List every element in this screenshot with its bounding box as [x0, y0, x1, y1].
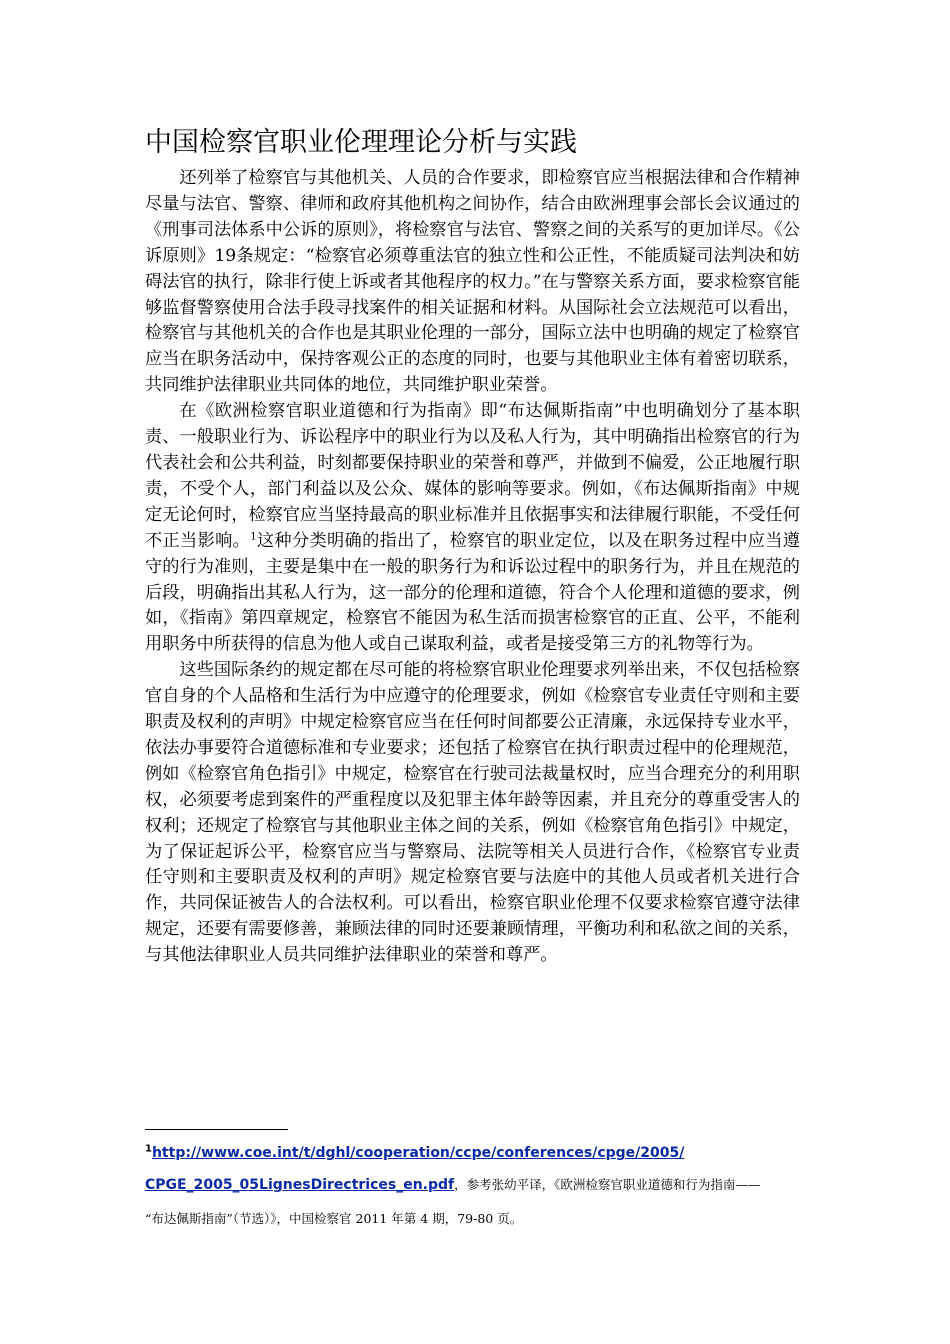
footnote-citation-text: ，参考张幼平译，《欧洲检察官职业道德和行为指南——	[454, 1177, 761, 1192]
footnote-link-part2[interactable]: CPGE_2005_05LignesDirectrices_en.pdf	[145, 1177, 455, 1193]
footnote-line-3: “布达佩斯指南”（节选）》，中国检察官 2011 年第 4 期，79-80 页。	[145, 1211, 523, 1226]
footnote-separator	[145, 1129, 288, 1130]
paragraph-text-continued: 这种分类明确的指出了，检察官的职业定位，以及在职务过程中应当遵守的行为准则，主要是集中在一般的职务行为和诉讼过程中的职务行为，并且在规范的后段，明确指出其私人行为，这一部分的伦理和道德，符合个人伦理和道德的要求，例如，《指南》第四章规定，检察官不能因为私生活而损害检察官的正直、公平，不能利用职务中所获得的信息为他人或自己谋取利益，或者是接受第三方的礼物等行为。	[145, 530, 800, 655]
paragraph-text: 这些国际条约的规定都在尽可能的将检察官职业伦理要求列举出来，不仅包括检察官自身的个人品格和生活行为中应遵守的伦理要求，例如《检察官专业责任守则和主要职责及权利的声明》中规定检察官应当在任何时间都要公正清廉，永远保持专业水平，依法办事要符合道德标准和专业要求；还包括了检察官在执行职责过程中的伦理规范，例如《检察官角色指引》中规定，检察官在行驶司法裁量权时，应当合理充分的利用职权，必须要考虑到案件的严重程度以及犯罪主体年龄等因素，并且充分的尊重受害人的权利；还规定了检察官与其他职业主体之间的关系，例如《检察官角色指引》中规定，为了保证起诉公平，检察官应当与警察局、法院等相关人员进行合作，《检察官专业责任守则和主要职责及权利的声明》规定检察官要与法庭中的其他人员或者机关进行合作，共同保证被告人的合法权利。可以看出，检察官职业伦理不仅要求检察官遵守法律规定，还要有需要修善，兼顾法律的同时还要兼顾情理，平衡功利和私欲之间的关系，与其他法律职业人员共同维护法律职业的荣誉和尊严。	[145, 660, 800, 966]
footnote-number: 1	[145, 1143, 152, 1155]
footnote-line-2	[145, 1174, 825, 1196]
paragraph-budapest-guidelines	[145, 399, 800, 658]
paragraph-international-treaties	[145, 658, 800, 969]
document-title: 中国检察官职业伦理理论分析与实践	[145, 127, 577, 158]
paragraph-text: 还列举了检察官与其他机关、人员的合作要求，即检察官应当根据法律和合作精神尽量与法官、警察、律师和政府其他机构之间协作，结合由欧洲理事会部长会议通过的《刑事司法体系中公诉的原则》，将检察官与法官、警察之间的关系写的更加详尽。《公诉原则》19条规定：“检察官必须尊重法官的独立性和公正性，不能质疑司法判决和妨碍法官的执行，除非行使上诉或者其他程序的权力。”在与警察关系方面，要求检察官能够监督警察使用合法手段寻找案件的相关证据和材料。从国际社会立法规范可以看出，检察官与其他机关的合作也是其职业伦理的一部分，国际立法中也明确的规定了检察官应当在职务活动中，保持客观公正的态度的同时，也要与其他职业主体有着密切联系，共同维护法律职业共同体的地位，共同维护职业荣誉。	[145, 168, 800, 396]
footnote-link-part1[interactable]: http://www.coe.int/t/dghl/cooperation/ccpe/conferences/cpge/2005/	[151, 1145, 685, 1161]
paragraph-text: 在《欧洲检察官职业道德和行为指南》即“布达佩斯指南”中也明确划分了基本职责、一般职业行为、诉讼程序中的职业行为以及私人行为，其中明确指出检察官的行为代表社会和公共利益，时刻都要保持职业的荣誉和尊严，并做到不偏爱，公正地履行职责，不受个人，部门利益以及公众、媒体的影响等要求。例如，《布达佩斯指南》中规定无论何时，检察官应当坚持最高的职业标准并且依据事实和法律履行职能，不受任何不正当影响。	[145, 401, 800, 551]
footnote-reference[interactable]: 1	[250, 530, 257, 542]
document-body	[145, 166, 800, 969]
footnote-line-1	[145, 1142, 825, 1164]
paragraph-cooperation	[145, 166, 800, 399]
